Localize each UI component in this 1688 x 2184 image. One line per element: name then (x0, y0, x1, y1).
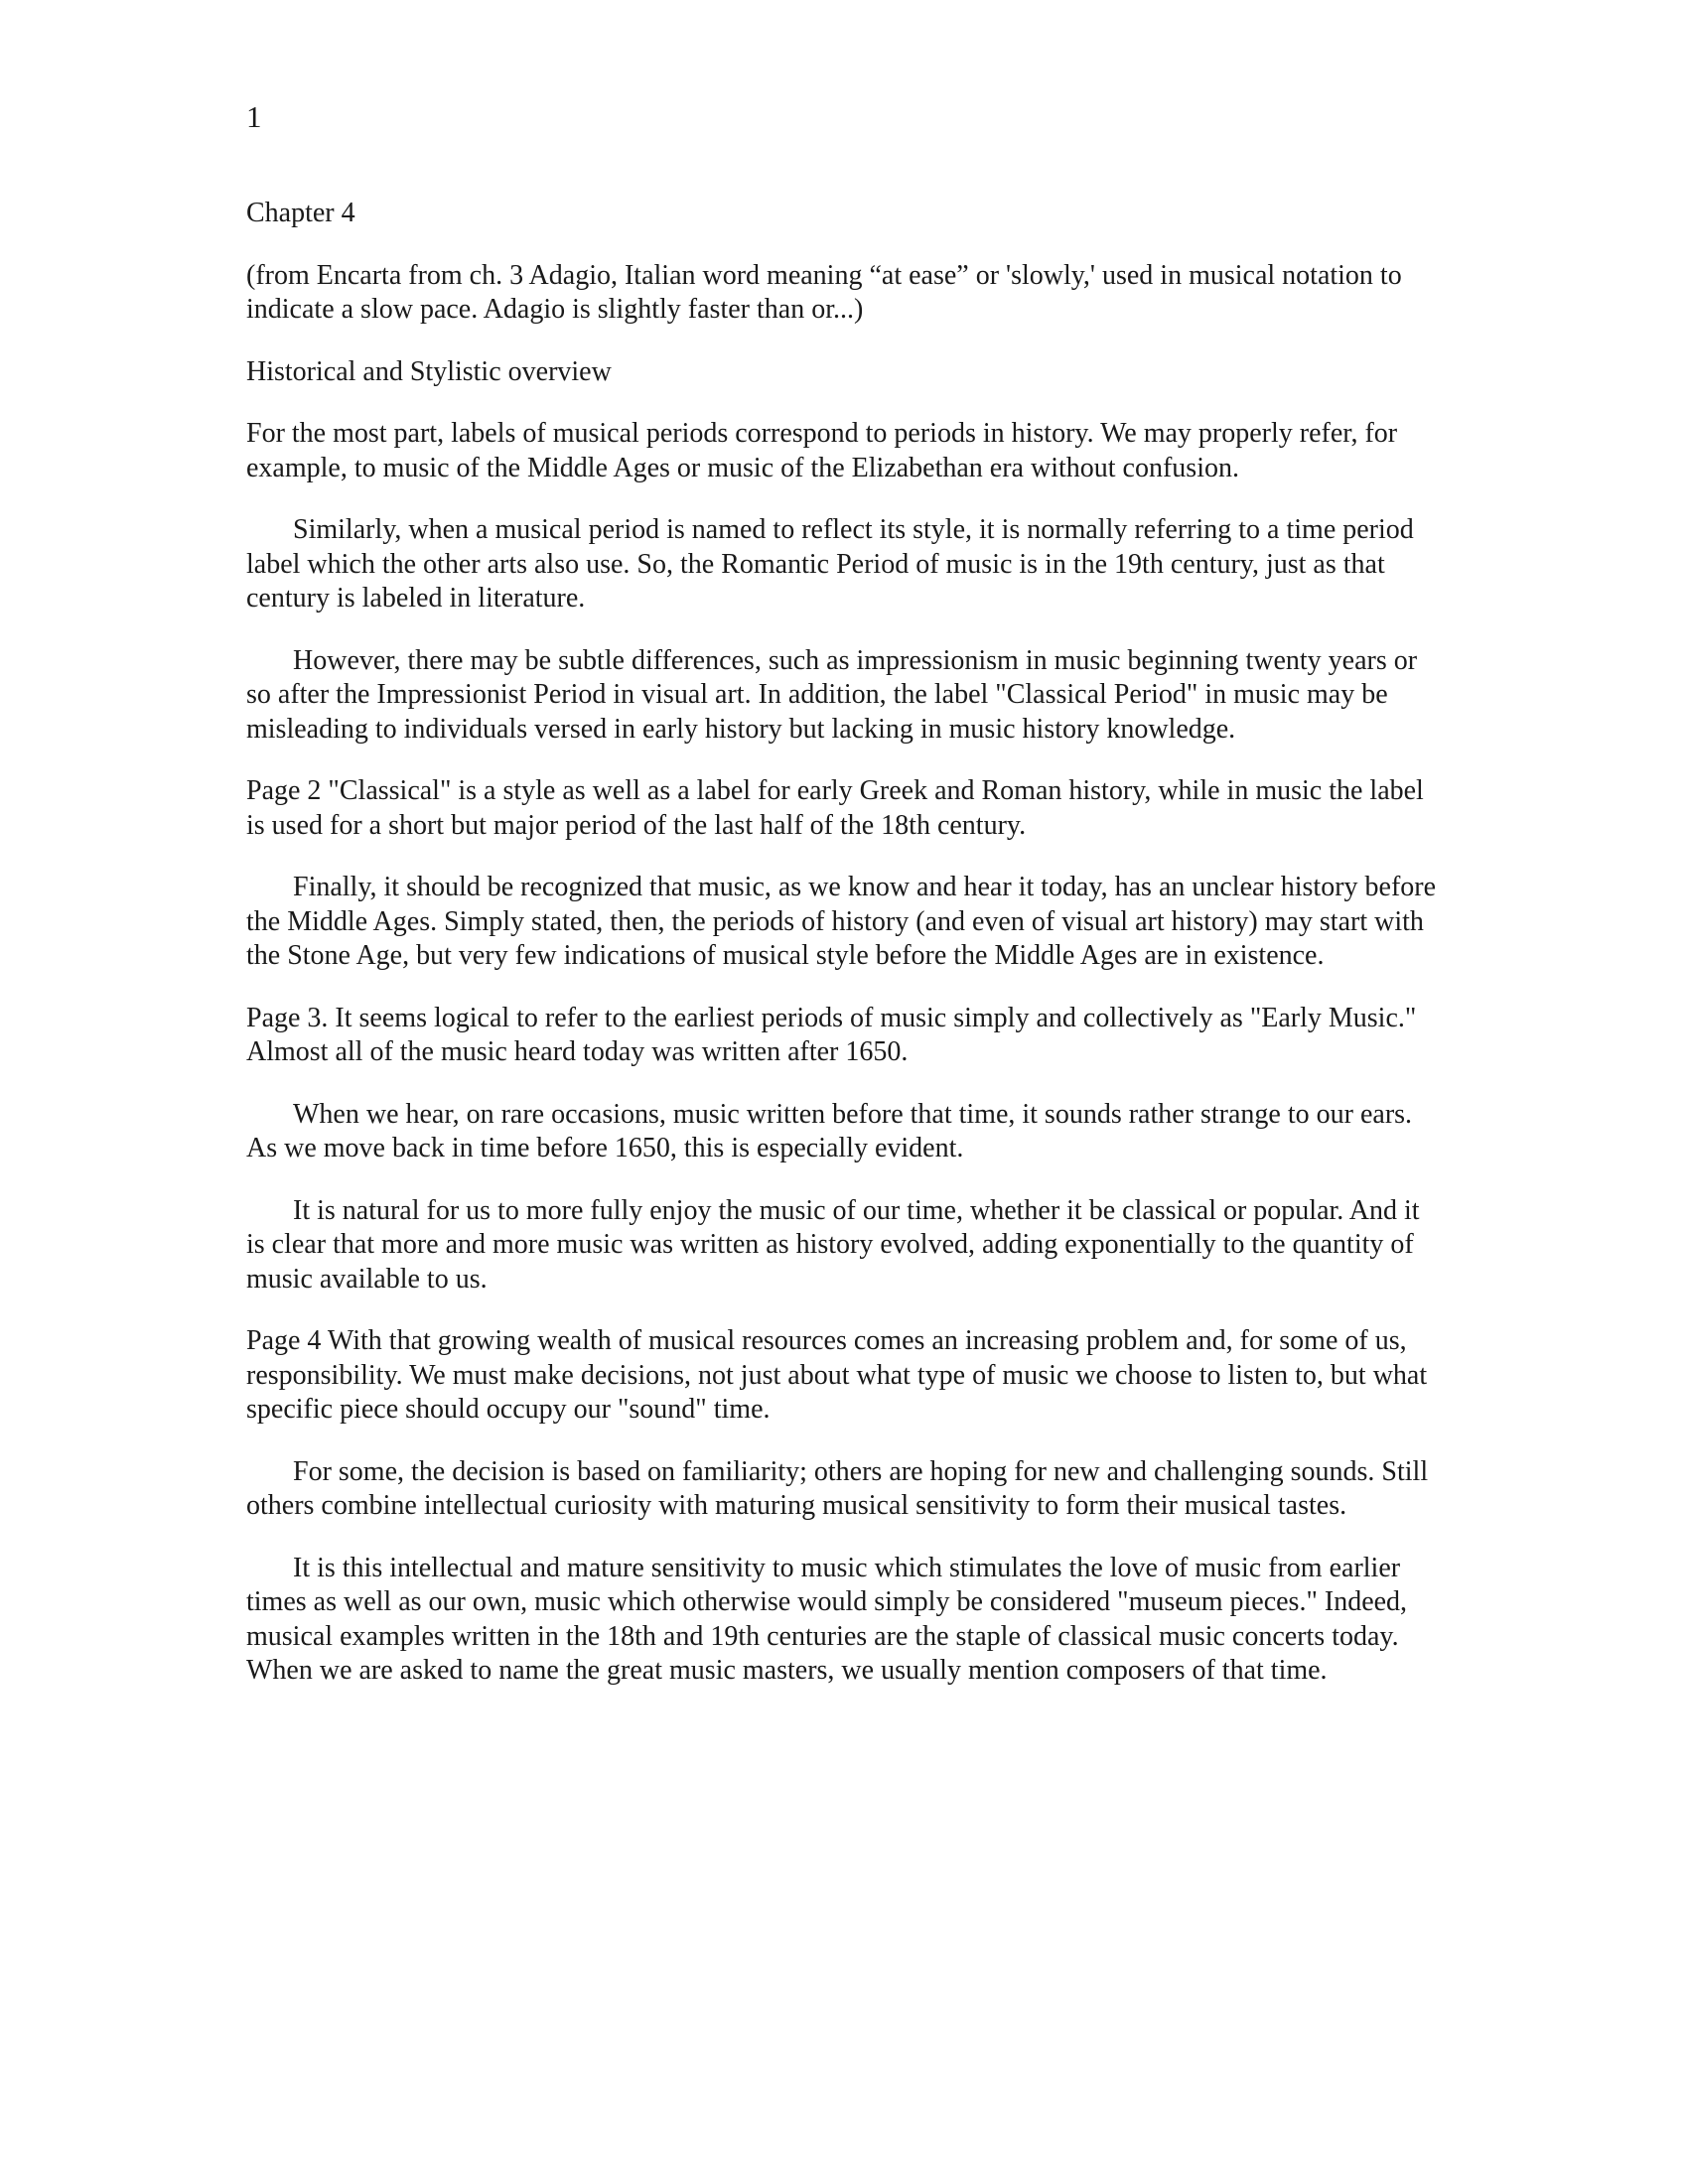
body-paragraph: It is natural for us to more fully enjoy the music of our time, whether it be classical or popular. And it is clear that more and more music was written as history evolved, adding exponentially to the quantity of music available to us. (246, 1194, 1420, 1295)
body-paragraph: Similarly, when a musical period is named to reflect its style, it is normally referring to a time period label which the other arts also use. So, the Romantic Period of music is in the 19th century, just as that century is labeled in literature. (246, 514, 1414, 614)
body-paragraph: When we hear, on rare occasions, music written before that time, it sounds rather strange to our ears. As we move back in time before 1650, this is especially evident. (246, 1098, 1413, 1163)
chapter-heading: Chapter 4 (246, 198, 355, 228)
document-body (246, 197, 1438, 1716)
body-paragraph: Page 4 With that growing wealth of musical resources comes an increasing problem and, for some of us, responsibility. We must make decisions, not just about what type of music we choose to listen to, but what specific piece should occupy our "sound" time. (246, 1325, 1428, 1425)
body-paragraph: Finally, it should be recognized that music, as we know and hear it today, has an unclear history before the Middle Ages. Simply stated, then, the periods of history (and even of visual art history) may start with the Stone Age, but very few indications of musical style before the Middle Ages are in existence. (246, 872, 1437, 971)
body-paragraph: Page 2 "Classical" is a style as well as a label for early Greek and Roman history, while in music the label is used for a short but major period of the last half of the 18th century. (246, 775, 1424, 841)
body-paragraph: For some, the decision is based on familiarity; others are hoping for new and challenging sounds. Still others combine intellectual curiosity with maturing musical sensitivity to form their musical tastes. (246, 1455, 1429, 1521)
body-paragraph: For the most part, labels of musical periods correspond to periods in history. We may properly refer, for example, to music of the Middle Ages or music of the Elizabethan era without confusion. (246, 418, 1398, 483)
page-number: 1 (246, 99, 262, 134)
section-heading: Historical and Stylistic overview (246, 355, 612, 387)
body-paragraph: Page 3. It seems logical to refer to the earliest periods of music simply and collectively as "Early Music." Almost all of the music heard today was written after 1650. (246, 1002, 1417, 1067)
body-paragraph: It is this intellectual and mature sensitivity to music which stimulates the love of music from earlier times as well as our own, music which otherwise would simply be considered "museum pieces." Indeed, musical examples written in the 18th and 19th centuries are the staple of classical music concerts today. When we are asked to name the great music masters, we usually mention composers of that time. (246, 1552, 1408, 1686)
body-paragraph: (from Encarta from ch. 3 Adagio, Italian word meaning “at ease” or 'slowly,' used in musical notation to indicate a slow pace. Adagio is slightly faster than or...) (246, 259, 1402, 325)
body-paragraph: However, there may be subtle differences, such as impressionism in music beginning twenty years or so after the Impressionist Period in visual art. In addition, the label "Classical Period" in music may be misleading to individuals versed in early history but lacking in music history knowledge. (246, 644, 1418, 745)
